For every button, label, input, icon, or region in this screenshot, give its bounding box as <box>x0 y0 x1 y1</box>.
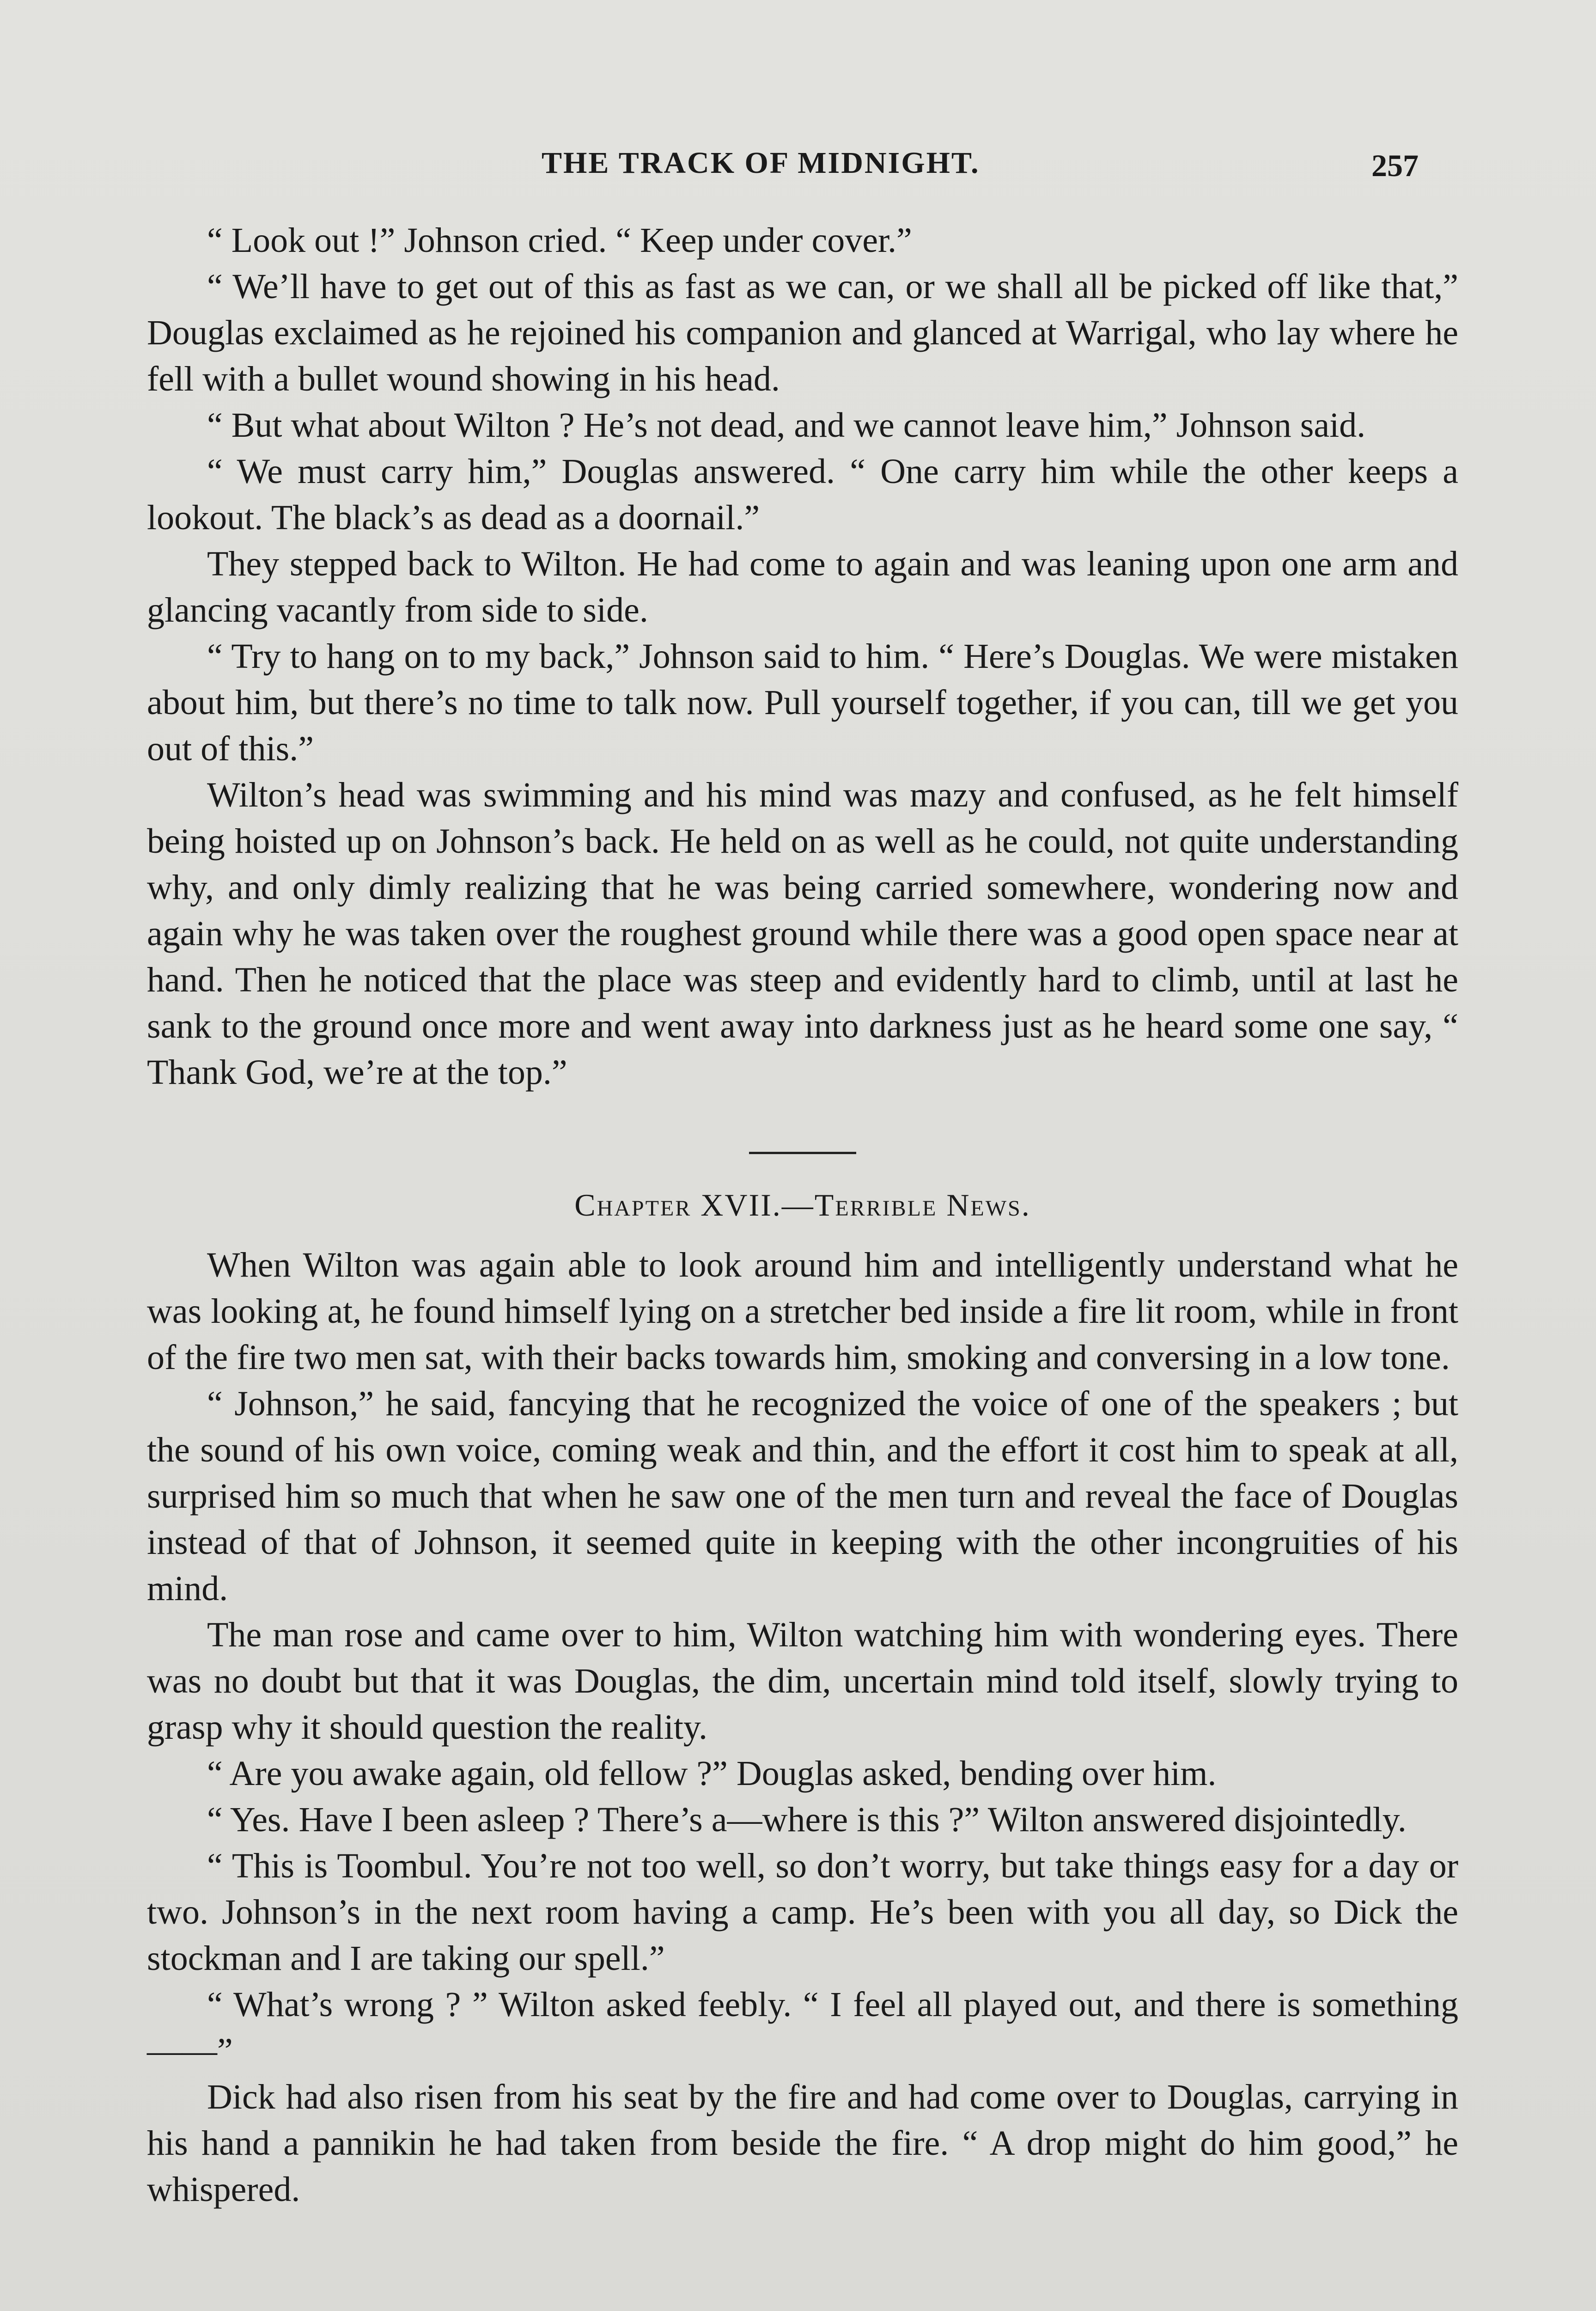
paragraph: “ Look out !” Johnson cried. “ Keep under cover.” <box>207 221 912 260</box>
page-header <box>0 146 1596 187</box>
paragraph: “ Are you awake again, old fellow ?” Douglas asked, bending over him. <box>207 1754 1217 1793</box>
chapter-heading: Chapter XVII.—Terrible News. <box>574 1187 1031 1223</box>
paragraph: The man rose and came over to him, Wilton watching him with wondering eyes. There was no doubt but that it was Douglas, the dim, uncertain mind told itself, slowly trying to grasp why it should question the reality. <box>147 1615 1458 1747</box>
paragraph: When Wilton was again able to look around him and intelligently understand what he was looking at, he found himself lying on a stretcher bed inside a fire lit room, while in front of the fire two men sat, with their backs towards him, smoking and conversing in a low tone. <box>147 1246 1458 1377</box>
body-text <box>147 217 1458 2213</box>
paragraph: “ We’ll have to get out of this as fast as we can, or we shall all be picked off like that,” Douglas exclaimed as he rejoined his companion and glanced at Warrigal, who lay where he fell with a bullet wound showing in his head. <box>147 267 1458 398</box>
paragraph: “ Johnson,” he said, fancying that he recognized the voice of one of the speakers ; but the sound of his own voice, coming weak and thin, and the effort it cost him to speak at all, surprised him so much that when he saw one of the men turn and reveal the face of Douglas instead of that of Johnson, it seemed quite in keeping with the other incongruities of his mind. <box>147 1384 1458 1608</box>
paragraph: They stepped back to Wilton. He had come to again and was leaning upon one arm and glancing vacantly from side to side. <box>147 544 1458 630</box>
paragraph: “ Yes. Have I been asleep ? There’s a—where is this ?” Wilton answered disjointedly. <box>207 1800 1407 1839</box>
page-number: 257 <box>1371 148 1419 183</box>
running-head: THE TRACK OF MIDNIGHT. <box>542 146 980 180</box>
paragraph: “ We must carry him,” Douglas answered. “ One carry him while the other keeps a lookout. The black’s as dead as a doornail.” <box>147 452 1458 537</box>
section-divider <box>749 1152 856 1154</box>
paragraph: “ What’s wrong ? ” Wilton asked feebly. “ I feel all played out, and there is something——” <box>147 1985 1458 2070</box>
paragraph: “ Try to hang on to my back,” Johnson said to him. “ Here’s Douglas. We were mistaken about him, but there’s no time to talk now. Pull yourself together, if you can, till we get you out of this.” <box>147 637 1458 768</box>
paragraph: Dick had also risen from his seat by the fire and had come over to Douglas, carrying in his hand a pannikin he had taken from beside the fire. “ A drop might do him good,” he whispered. <box>147 2078 1458 2209</box>
paragraph: Wilton’s head was swimming and his mind was mazy and confused, as he felt himself being hoisted up on Johnson’s back. He held on as well as he could, not quite understanding why, and only dimly realizing that he was being carried somewhere, wondering now and again why he was taken over the roughest ground while there was a good open space near at hand. Then he noticed that the place was steep and evidently hard to climb, until at last he sank to the ground once more and went away into darkness just as he heard some one say, “ Thank God, we’re at the top.” <box>147 776 1458 1092</box>
paragraph: “ This is Toombul. You’re not too well, so don’t worry, but take things easy for a day or two. Johnson’s in the next room having a camp. He’s been with you all day, so Dick the stockman and I are taking our spell.” <box>147 1846 1458 1978</box>
paragraph: “ But what about Wilton ? He’s not dead, and we cannot leave him,” Johnson said. <box>207 406 1366 445</box>
